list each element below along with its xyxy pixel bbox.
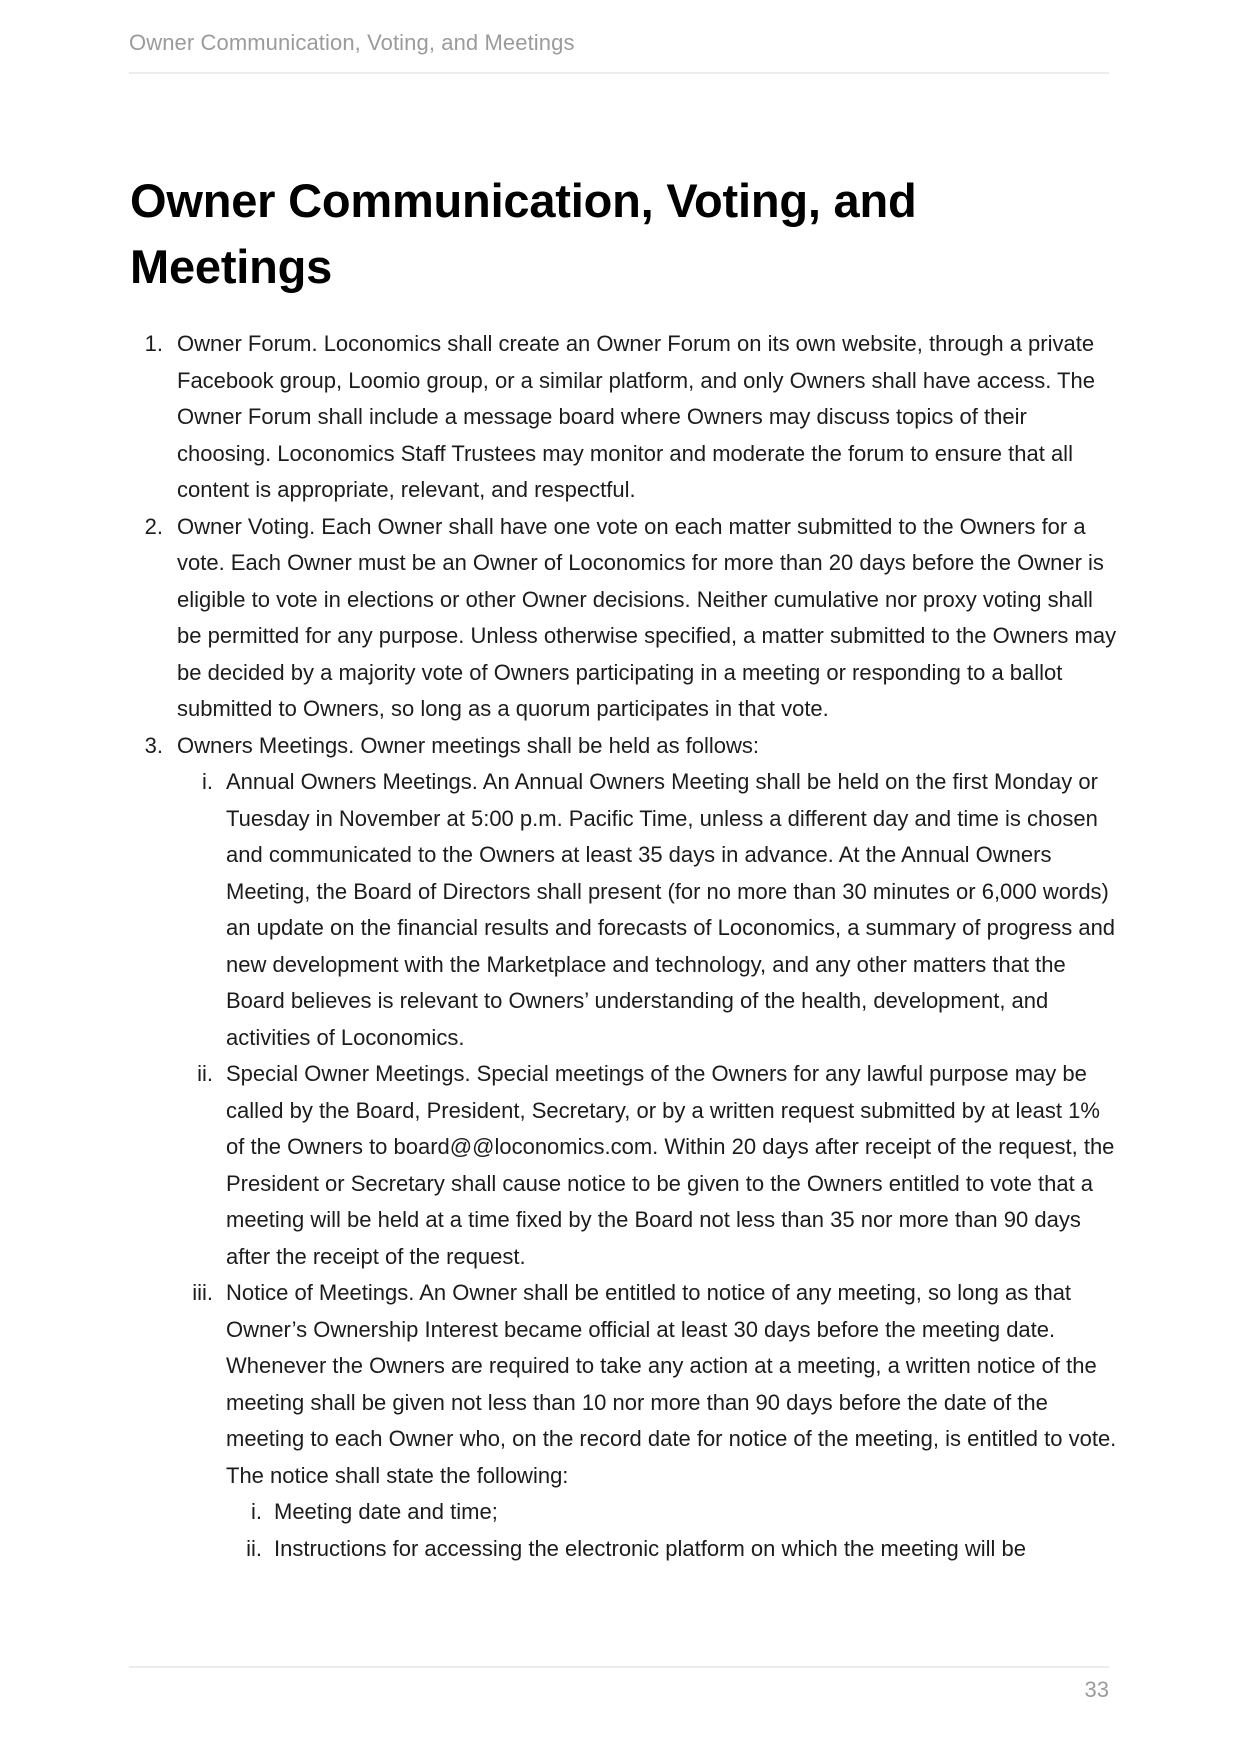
list-number: 2. bbox=[144, 513, 163, 539]
sublist-number: i. bbox=[202, 769, 213, 794]
nested-item-meeting-date bbox=[226, 1494, 1119, 1531]
header-divider bbox=[129, 72, 1109, 74]
footer-divider bbox=[129, 1666, 1109, 1668]
sublist-item-text: Special Owner Meetings. Special meetings of the Owners for any lawful purpose may be called by the Board, President, Secretary, or by a written request submitted by at least 1% of the Owners to board@@loconomics.com. Within 20 days after receipt of the request, the President or Secretary shall cause notice to be given to the Owners entitled to vote that a meeting will be held at a time fixed by the Board not less than 35 nor more than 90 days after the receipt of the request. bbox=[226, 1061, 1115, 1269]
list-item-owners-meetings bbox=[129, 728, 1119, 1568]
list-item-text: Owner Forum. Loconomics shall create an Owner Forum on its own website, through a private Facebook group, Loomio group, or a similar platform, and only Owners shall have access. The Owner Forum shall include a message board where Owners may discuss topics of their choosing. Loconomics Staff Trustees may monitor and moderate the forum to ensure that all content is appropriate, relevant, and respectful. bbox=[177, 331, 1095, 502]
sublist-item-annual-meetings bbox=[177, 764, 1119, 1056]
sublist-item-notice-of-meetings bbox=[177, 1275, 1119, 1567]
list-item-text: Owner Voting. Each Owner shall have one vote on each matter submitted to the Owners for a vote. Each Owner must be an Owner of Loconomics for more than 20 days before the Owner is eligible to vote in elections or other Owner decisions. Neither cumulative nor proxy voting shall be permitted for any purpose. Unless otherwise specified, a matter submitted to the Owners may be decided by a majority vote of Owners participating in a meeting or responding to a ballot submitted to Owners, so long as a quorum participates in that vote. bbox=[177, 513, 1117, 721]
list-item-owner-forum bbox=[129, 326, 1119, 509]
sublist-number: iii. bbox=[192, 1280, 213, 1305]
document-body bbox=[129, 326, 1119, 1567]
nested-item-text: Instructions for accessing the electronic platform on which the meeting will be bbox=[274, 1535, 1027, 1561]
nested-number: i. bbox=[251, 1499, 262, 1524]
list-item-text: Owners Meetings. Owner meetings shall be held as follows: bbox=[177, 732, 760, 758]
list-item-owner-voting bbox=[129, 509, 1119, 728]
sublist-number: ii. bbox=[197, 1061, 213, 1086]
nested-number: ii. bbox=[246, 1535, 262, 1561]
page-number: 33 bbox=[1084, 1677, 1109, 1702]
list-number: 1. bbox=[144, 331, 163, 356]
nested-item-text: Meeting date and time; bbox=[274, 1499, 498, 1524]
sublist-item-special-meetings bbox=[177, 1056, 1119, 1275]
page-title: Owner Communication, Voting, and Meetings bbox=[130, 174, 917, 293]
list-number: 3. bbox=[144, 732, 163, 758]
running-header: Owner Communication, Voting, and Meetings bbox=[129, 30, 575, 55]
nested-item-platform-instructions bbox=[226, 1531, 1119, 1568]
sublist-item-text: Notice of Meetings. An Owner shall be entitled to notice of any meeting, so long as that Owner’s Ownership Interest became official at least 30 days before the meeting date. Whenever the Owners are required to take any action at a meeting, a written notice of the meeting shall be given not less than 10 nor more than 90 days before the date of the meeting to each Owner who, on the record date for notice of the meeting, is entitled to vote. The notice shall state the following: bbox=[226, 1280, 1117, 1488]
sublist-item-text: Annual Owners Meetings. An Annual Owners Meeting shall be held on the first Monday or Tuesday in November at 5:00 p.m. Pacific Time, unless a different day and time is chosen and communicated to the Owners at least 35 days in advance. At the Annual Owners Meeting, the Board of Directors shall present (for no more than 30 minutes or 6,000 words) an update on the financial results and forecasts of Loconomics, a summary of progress and new development with the Marketplace and technology, and any other matters that the Board believes is relevant to Owners’ understanding of the health, development, and activities of Loconomics. bbox=[226, 769, 1116, 1050]
